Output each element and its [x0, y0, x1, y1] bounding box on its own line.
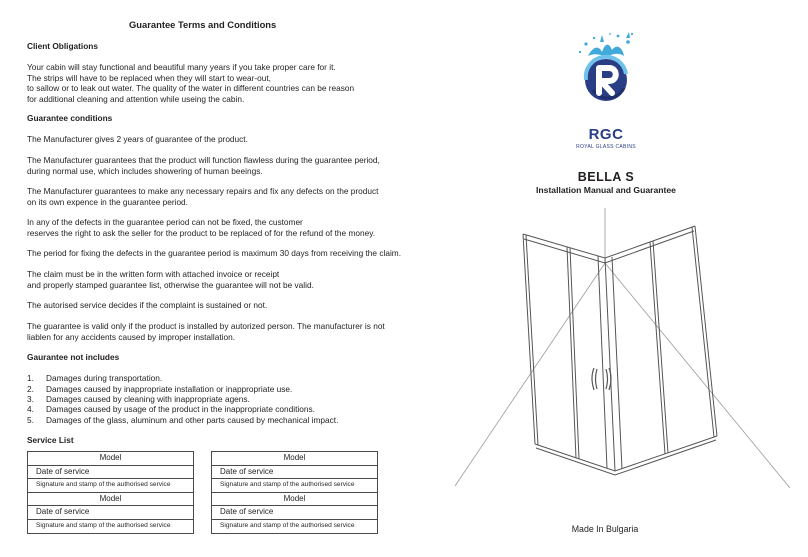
list-text: Damages during transportation. — [46, 373, 163, 383]
guarantee-conditions-heading: Guarantee conditions — [27, 113, 113, 123]
model-cell: Model — [212, 452, 378, 466]
date-cell: Date of service — [28, 506, 194, 520]
date-cell: Date of service — [212, 465, 378, 479]
brand-subtitle: ROYAL GLASS CABINS — [576, 144, 636, 150]
list-text: Damages of the glass, aluminum and other parts caused by mechanical impact. — [46, 414, 339, 425]
signature-cell: Signature and stamp of the authorised service — [28, 479, 194, 493]
not-includes-heading: Gaurantee not includes — [27, 352, 120, 362]
date-cell: Date of service — [212, 506, 378, 520]
client-obligations-text — [27, 62, 354, 104]
list-number: 3. — [27, 394, 34, 404]
model-cell: Model — [212, 492, 378, 506]
text-line: on its own expence in the guarantee period. — [27, 196, 188, 207]
made-in-label: Made In Bulgaria — [571, 524, 639, 534]
list-text: Damages caused by inappropriate installation or inappropriate use. — [46, 383, 293, 394]
list-item — [27, 404, 315, 415]
text-line: reserves the right to ask the seller for the product to be replaced of for the refund of the money. — [27, 227, 376, 238]
model-cell: Model — [28, 492, 194, 506]
model-cell: Model — [28, 452, 194, 466]
list-text: Damages caused by usage of the product in the inappropriate conditions. — [46, 404, 315, 414]
condition-paragraph — [27, 134, 248, 145]
list-text: Damages caused by cleaning with inappropriate agens. — [46, 394, 250, 404]
client-obligations-heading: Client Obligations — [27, 41, 98, 51]
condition-paragraph — [27, 300, 267, 311]
text-line: for additional cleaning and attention while useing the cabin. — [27, 93, 245, 104]
list-number: 5. — [27, 414, 34, 425]
text-line: Your cabin will stay functional and beautiful many years if you take proper care for it. — [27, 62, 336, 72]
signature-cell: Signature and stamp of the authorised service — [212, 479, 378, 493]
list-number: 1. — [27, 373, 34, 383]
condition-paragraph — [27, 217, 375, 238]
list-item — [27, 373, 162, 384]
signature-cell: Signature and stamp of the authorised service — [212, 519, 378, 533]
condition-paragraph — [27, 269, 314, 290]
product-name: BELLA S — [577, 170, 635, 184]
text-line: The Manufacturer guarantees to make any necessary repairs and fix any defects on the product — [27, 186, 379, 196]
text-line: to sallow or to leak out water. The quality of the water in different countries can be reason — [27, 83, 355, 93]
manual-subtitle: Installation Manual and Guarantee — [536, 185, 676, 195]
list-number: 4. — [27, 404, 34, 414]
text-line: The guarantee is valid only if the product is installed by autorized person. The manufacturer is not — [27, 321, 385, 331]
brand-name: RGC — [588, 126, 624, 143]
text-line: and properly stamped guarantee list, otherwise the guarantee will not be valid. — [27, 279, 314, 290]
list-item — [27, 384, 292, 395]
text-line: The Manufacturer gives 2 years of guarantee of the product. — [27, 134, 248, 144]
condition-paragraph — [27, 321, 385, 342]
service-table-right — [211, 451, 378, 534]
list-number: 2. — [27, 383, 34, 394]
service-list-heading: Service List — [27, 435, 74, 445]
condition-paragraph — [27, 248, 401, 259]
text-line: In any of the defects in the guarantee period can not be fixed, the customer — [27, 217, 303, 227]
signature-cell: Signature and stamp of the authorised service — [28, 519, 194, 533]
text-line: during normal use, which includes showering of human beeings. — [27, 165, 263, 176]
list-item — [27, 415, 338, 426]
text-line: The strips will have to be replaced when they will start to wear-out, — [27, 72, 271, 83]
text-line: The Manufacturer guarantees that the product will function flawless during the guarantee period, — [27, 155, 380, 165]
shower-cabin-drawing — [455, 208, 790, 508]
page-title: Guarantee Terms and Conditions — [129, 19, 277, 30]
text-line: The claim must be in the written form with attached invoice or receipt — [27, 269, 280, 279]
date-cell: Date of service — [28, 465, 194, 479]
condition-paragraph — [27, 155, 380, 176]
list-item — [27, 394, 250, 405]
guarantee-terms-page — [27, 0, 407, 557]
condition-paragraph — [27, 186, 378, 207]
text-line: The period for fixing the defects in the guarantee period is maximum 30 days from receiving the claim. — [27, 248, 402, 258]
service-table-left — [27, 451, 194, 534]
text-line: The autorised service decides if the complaint is sustained or not. — [27, 300, 268, 310]
text-line: liablen for any accidents caused by improper installation. — [27, 331, 235, 342]
